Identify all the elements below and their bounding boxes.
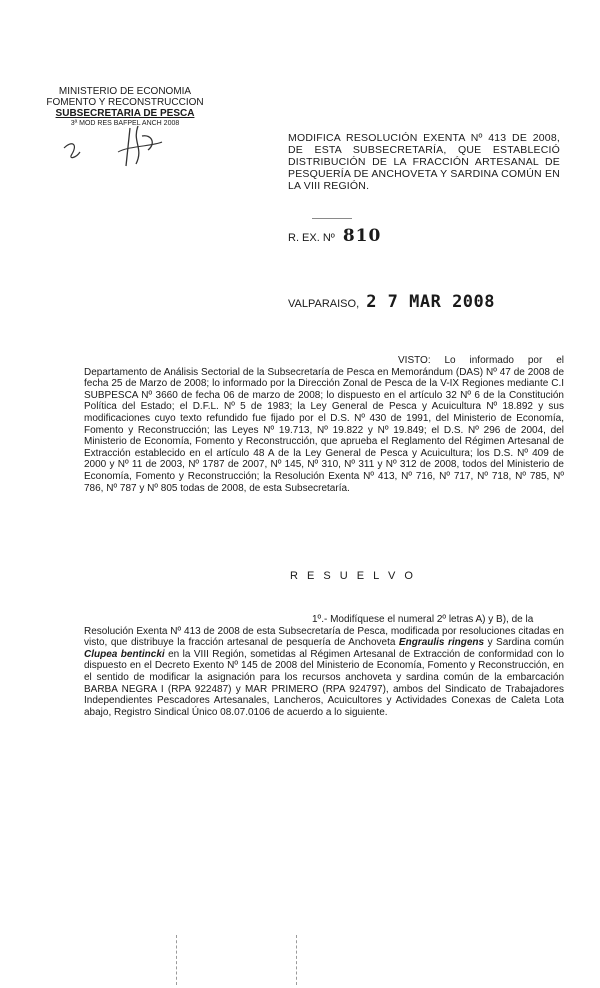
species-engraulis: Engraulis ringens bbox=[398, 637, 485, 649]
article-1-text-a: Resolución Exenta Nº 413 de 2008 de esta Subsecretaría de Pesca, modificada por resoluciones citadas en visto, que distribuye la fracción artesanal de pesquería de Anchoveta bbox=[84, 625, 564, 649]
article-1-paragraph bbox=[84, 614, 564, 718]
document-reference: 3ª MOD RES BAFPEL ANCH 2008 bbox=[70, 120, 180, 127]
resolution-label: R. EX. Nº bbox=[288, 232, 335, 244]
resolution-number: 810 bbox=[342, 226, 382, 246]
visto-paragraph bbox=[84, 355, 564, 494]
resuelvo-heading: R E S U E L V O bbox=[290, 570, 416, 582]
resolution-number-line bbox=[288, 226, 381, 246]
resolution-subject: MODIFICA RESOLUCIÓN EXENTA Nº 413 DE 2008, DE ESTA SUBSECRETARÍA, QUE ESTABLECIÓ DISTRIBUCIÓN DE LA FRACCIÓN ARTESANAL DE PESQUERÍA DE ANCHOVETA Y SARDINA COMÚN EN LA VIII REGIÓN. bbox=[288, 132, 560, 192]
visto-lead: VISTO: bbox=[398, 355, 431, 366]
species-clupea: Clupea bentincki bbox=[84, 648, 165, 660]
fold-mark-right bbox=[296, 935, 297, 985]
ministry-name: MINISTERIO DE ECONOMIA bbox=[58, 86, 192, 97]
subsecretaria-name: SUBSECRETARIA DE PESCA bbox=[55, 108, 195, 119]
ministry-subtitle: FOMENTO Y RECONSTRUCCION bbox=[46, 97, 204, 108]
article-1-text-b: y Sardina común bbox=[484, 637, 564, 649]
visto-text: Lo informado por el Departamento de Análisis Sectorial de la Subsecretaría de Pesca en Memorándum (DAS) Nº 47 de 2008 de fecha 25 de Marzo de 2008; lo informado por la Dirección Zonal de Pesca de la V-IX Regiones mediante C.I SUBPESCA Nº 3660 de fecha 06 de marzo de 2008; lo dispuesto en el artículo 32 Nº 6 de la Constitución Política del Estado; el D.F.L. Nº 5 de 1983; la Ley General de Pesca y Acuicultura Nº 18.892 y sus modificaciones cuyo texto refundido fue fijado por el D.S. Nº 430 de 1991, del Ministerio de Economía, Fomento y Reconstrucción; las Leyes Nº 19.713, Nº 19.822 y Nº 19.849; el D.S. Nº 296 de 2004, del Ministerio de Economía, Fomento y Reconstrucción, que aprueba el Reglamento del Régimen Artesanal de Extracción establecido en el artículo 48 A de la Ley General de Pesca y Acuicultura; los D.S. Nº 409 de 2000 y Nº 11 de 2003, Nº 1787 de 2007, Nº 145, Nº 310, Nº 311 y Nº 312 de 2008, todos del Ministerio de Economía, Fomento y Reconstrucción; la Resolución Exenta Nº 413, Nº 716, Nº 717, Nº 718, Nº 785, Nº 786, Nº 787 y Nº 805 todas de 2008, de esta Subsecretaría. bbox=[84, 355, 564, 494]
date-stamp: 2 7 MAR 2008 bbox=[366, 292, 496, 312]
dateline bbox=[288, 292, 495, 312]
short-divider bbox=[312, 218, 352, 219]
article-1-lead: 1º.- Modifíquese el numeral 2º letras A) y B), de la bbox=[312, 614, 534, 625]
article-1-text-c: en la VIII Región, sometidas al Régimen Artesanal de Extracción de conformidad con lo dispuesto en el Decreto Exento Nº 145 de 2008 del Ministerio de Economía, Fomento y Reconstrucción, en el sentido de modificar la asignación para los recursos anchoveta y sardina común de la embarcación BARBA NEGRA I (RPA 922487) y MAR PRIMERO (RPA 924797), ambos del Sindicato de Trabajadores Independientes Pescadores Artesanales, Lancheros, Acuicultores y Actividades Conexas de Caleta Lota abajo, Registro Sindical Único 08.07.0106 de acuerdo a lo siguiente. bbox=[84, 648, 565, 718]
place-name: VALPARAISO, bbox=[288, 298, 360, 310]
handwritten-signature bbox=[58, 122, 168, 170]
fold-mark-left bbox=[176, 935, 177, 985]
